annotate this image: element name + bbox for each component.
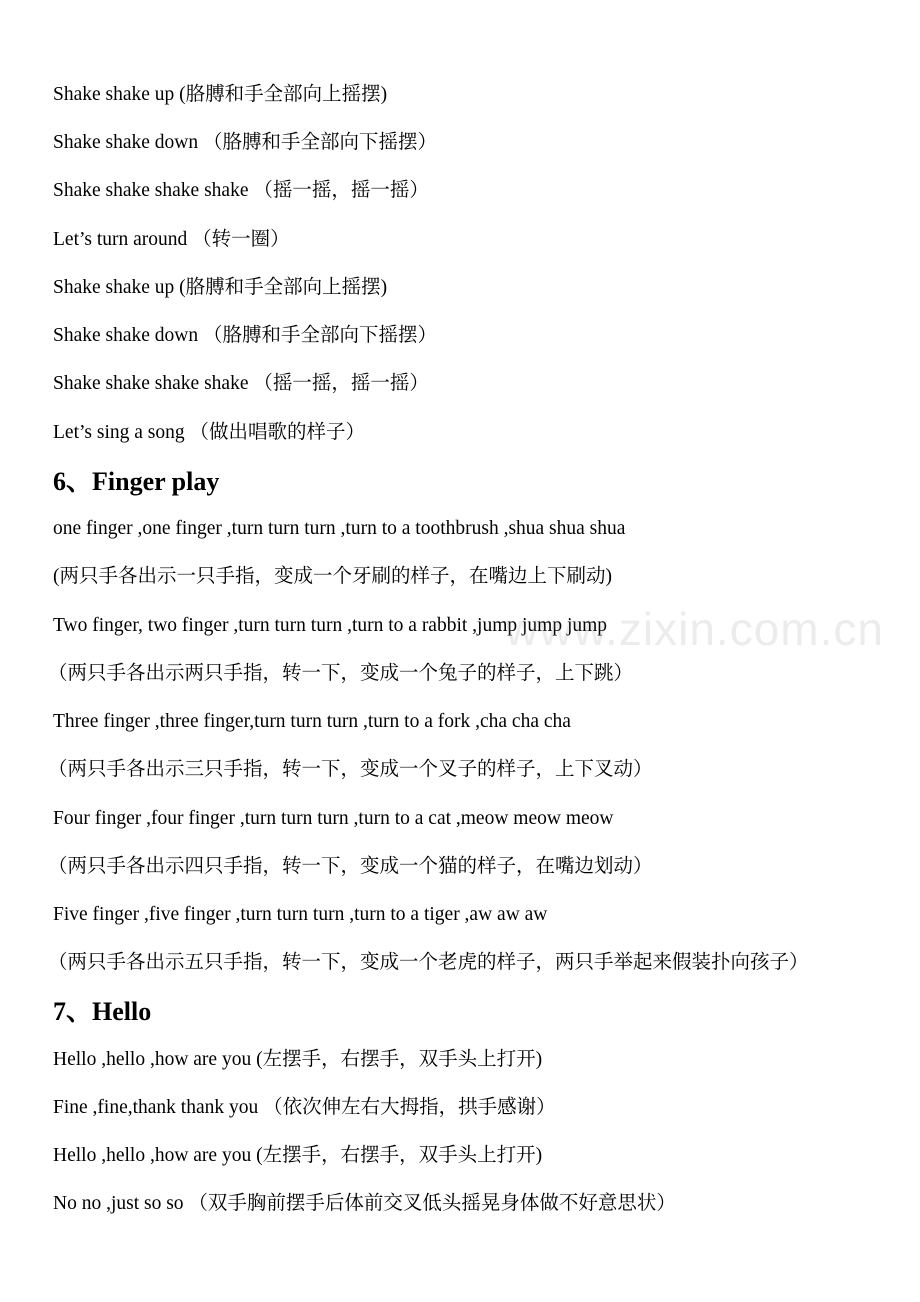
lyric-line: Shake shake up (胳膊和手全部向上摇摆) (53, 84, 388, 105)
lyric-line: Four finger ,four finger ,turn turn turn ,turn to a cat ,meow meow meow (53, 808, 614, 829)
lyric-line: Five finger ,five finger ,turn turn turn ,turn to a tiger ,aw aw aw (53, 904, 548, 925)
lyric-note: （两只手各出示三只手指，转一下，变成一个叉子的样子，上下叉动） (48, 759, 653, 780)
lyric-line: No no ,just so so （双手胸前摆手后体前交叉低头摇晃身体做不好意思状） (53, 1193, 676, 1214)
lyric-line: Let’s turn around （转一圈） (53, 229, 290, 250)
section-heading-hello: 7、Hello (53, 997, 152, 1026)
lyric-note: (两只手各出示一只手指，变成一个牙刷的样子，在嘴边上下刷动) (53, 566, 612, 587)
lyric-line: one finger ,one finger ,turn turn turn ,turn to a toothbrush ,shua shua shua (53, 518, 626, 539)
section-heading-finger-play: 6、Finger play (53, 467, 220, 496)
lyric-line: Fine ,fine,thank thank you （依次伸左右大拇指，拱手感谢） (53, 1097, 556, 1118)
lyric-note: （两只手各出示两只手指，转一下，变成一个兔子的样子，上下跳） (48, 663, 634, 684)
lyric-line: Hello ,hello ,how are you (左摆手，右摆手，双手头上打开) (53, 1049, 543, 1070)
lyric-line: Shake shake shake shake （摇一摇，摇一摇） (53, 373, 429, 394)
watermark: www.zixin.com.cn (505, 603, 884, 655)
lyric-line: Let’s sing a song （做出唱歌的样子） (53, 422, 365, 443)
lyric-line: Shake shake up (胳膊和手全部向上摇摆) (53, 277, 388, 298)
lyric-note: （两只手各出示五只手指，转一下，变成一个老虎的样子，两只手举起来假装扑向孩子） (48, 952, 809, 973)
lyric-line: Shake shake down （胳膊和手全部向下摇摆） (53, 132, 438, 153)
lyric-line: Shake shake down （胳膊和手全部向下摇摆） (53, 325, 438, 346)
lyric-line: Shake shake shake shake （摇一摇，摇一摇） (53, 180, 429, 201)
lyric-line: Two finger, two finger ,turn turn turn ,turn to a rabbit ,jump jump jump (53, 615, 608, 636)
lyric-note: （两只手各出示四只手指，转一下，变成一个猫的样子，在嘴边划动） (48, 856, 653, 877)
lyric-line: Three finger ,three finger,turn turn turn ,turn to a fork ,cha cha cha (53, 711, 571, 732)
lyric-line: Hello ,hello ,how are you (左摆手，右摆手，双手头上打开) (53, 1145, 543, 1166)
